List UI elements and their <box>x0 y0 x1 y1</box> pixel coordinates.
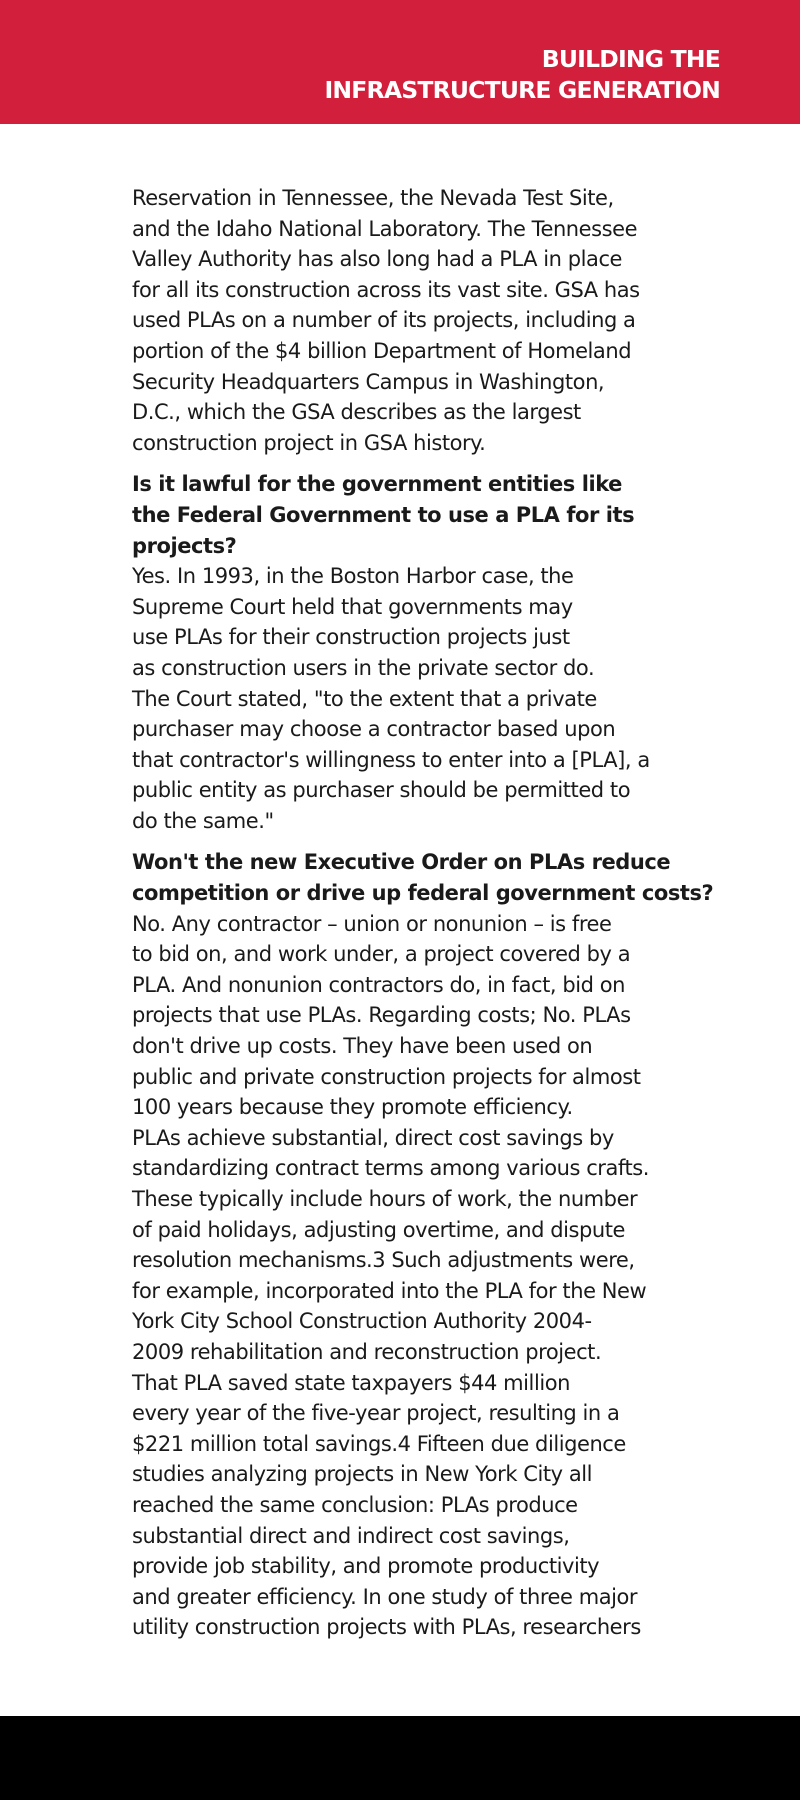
text-line: projects that use PLAs. Regarding costs; No. PLAs <box>132 1003 631 1028</box>
text-line: do the same." <box>132 808 274 833</box>
text-line: PLAs achieve substantial, direct cost savings by <box>132 1125 614 1150</box>
text-line: to bid on, and work under, a project covered by a <box>132 942 631 967</box>
text-line: The Court stated, "to the extent that a private <box>132 686 597 711</box>
text-line: 100 years because they promote efficiency. <box>132 1095 573 1120</box>
text-line: No. Any contractor – union or nonunion – is free <box>132 911 612 936</box>
question-heading <box>132 469 722 561</box>
text-line: competition or drive up federal government costs? <box>132 881 714 906</box>
text-line: use PLAs for their construction projects just <box>132 625 570 650</box>
text-line: and the Idaho National Laboratory. The Tennessee <box>132 216 638 241</box>
text-line: Reservation in Tennessee, the Nevada Test Site, <box>132 186 614 210</box>
text-line: the Federal Government to use a PLA for its <box>132 502 635 527</box>
question-heading <box>132 847 722 908</box>
text-line: for example, incorporated into the PLA for the New <box>132 1278 647 1303</box>
text-line: purchaser may choose a contractor based upon <box>132 717 616 742</box>
article-body <box>132 183 722 1643</box>
text-line: every year of the five-year project, resulting in a <box>132 1401 620 1426</box>
qa-block-costs <box>132 847 722 1642</box>
text-line: Is it lawful for the government entities like <box>132 472 622 497</box>
text-line: substantial direct and indirect cost savings, <box>132 1523 570 1548</box>
text-line: used PLAs on a number of its projects, including a <box>132 308 636 333</box>
answer-paragraph <box>132 561 722 836</box>
text-line: reached the same conclusion: PLAs produce <box>132 1492 578 1517</box>
text-line: utility construction projects with PLAs, researchers <box>132 1615 641 1640</box>
text-line: don't drive up costs. They have been used on <box>132 1034 593 1059</box>
text-line: That PLA saved state taxpayers $44 million <box>132 1370 570 1395</box>
text-line: PLA. And nonunion contractors do, in fact, bid on <box>132 972 625 997</box>
text-line: These typically include hours of work, the number <box>132 1187 638 1211</box>
text-line: for all its construction across its vast site. GSA has <box>132 277 640 302</box>
text-line: studies analyzing projects in New York City all <box>132 1462 593 1487</box>
text-line: Won't the new Executive Order on PLAs reduce <box>132 850 671 875</box>
intro-paragraph <box>132 183 722 458</box>
text-line: $221 million total savings.4 Fifteen due diligence <box>132 1431 626 1456</box>
text-line: Supreme Court held that governments may <box>132 594 573 619</box>
answer-paragraph <box>132 909 722 1643</box>
text-line: standardizing contract terms among various crafts. <box>132 1156 649 1181</box>
text-line: portion of the $4 billion Department of Homeland <box>132 338 632 363</box>
qa-block-lawfulness <box>132 469 722 836</box>
footer-band <box>0 1716 800 1800</box>
text-line: Security Headquarters Campus in Washington, <box>132 369 605 394</box>
text-line: provide job stability, and promote productivity <box>132 1554 600 1579</box>
header-banner <box>0 0 800 124</box>
header-title <box>324 44 720 106</box>
text-line: and greater efficiency. In one study of three major <box>132 1584 638 1609</box>
header-title-line: INFRASTRUCTURE GENERATION <box>324 76 720 104</box>
text-line: resolution mechanisms.3 Such adjustments were, <box>132 1248 635 1273</box>
text-line: Yes. In 1993, in the Boston Harbor case, the <box>132 564 574 589</box>
text-line: Valley Authority has also long had a PLA in place <box>132 247 623 272</box>
text-line: as construction users in the private sector do. <box>132 655 595 680</box>
text-line: York City School Construction Authority 2004- <box>132 1309 592 1334</box>
text-line: public and private construction projects for almost <box>132 1064 641 1089</box>
text-line: projects? <box>132 533 237 558</box>
text-line: D.C., which the GSA describes as the largest <box>132 400 581 425</box>
header-title-line: BUILDING THE <box>541 45 720 73</box>
text-line: 2009 rehabilitation and reconstruction project. <box>132 1339 602 1364</box>
text-line: public entity as purchaser should be permitted to <box>132 778 631 803</box>
text-line: construction project in GSA history. <box>132 430 486 455</box>
text-line: that contractor's willingness to enter into a [PLA], a <box>132 747 650 772</box>
text-line: of paid holidays, adjusting overtime, and dispute <box>132 1217 626 1242</box>
